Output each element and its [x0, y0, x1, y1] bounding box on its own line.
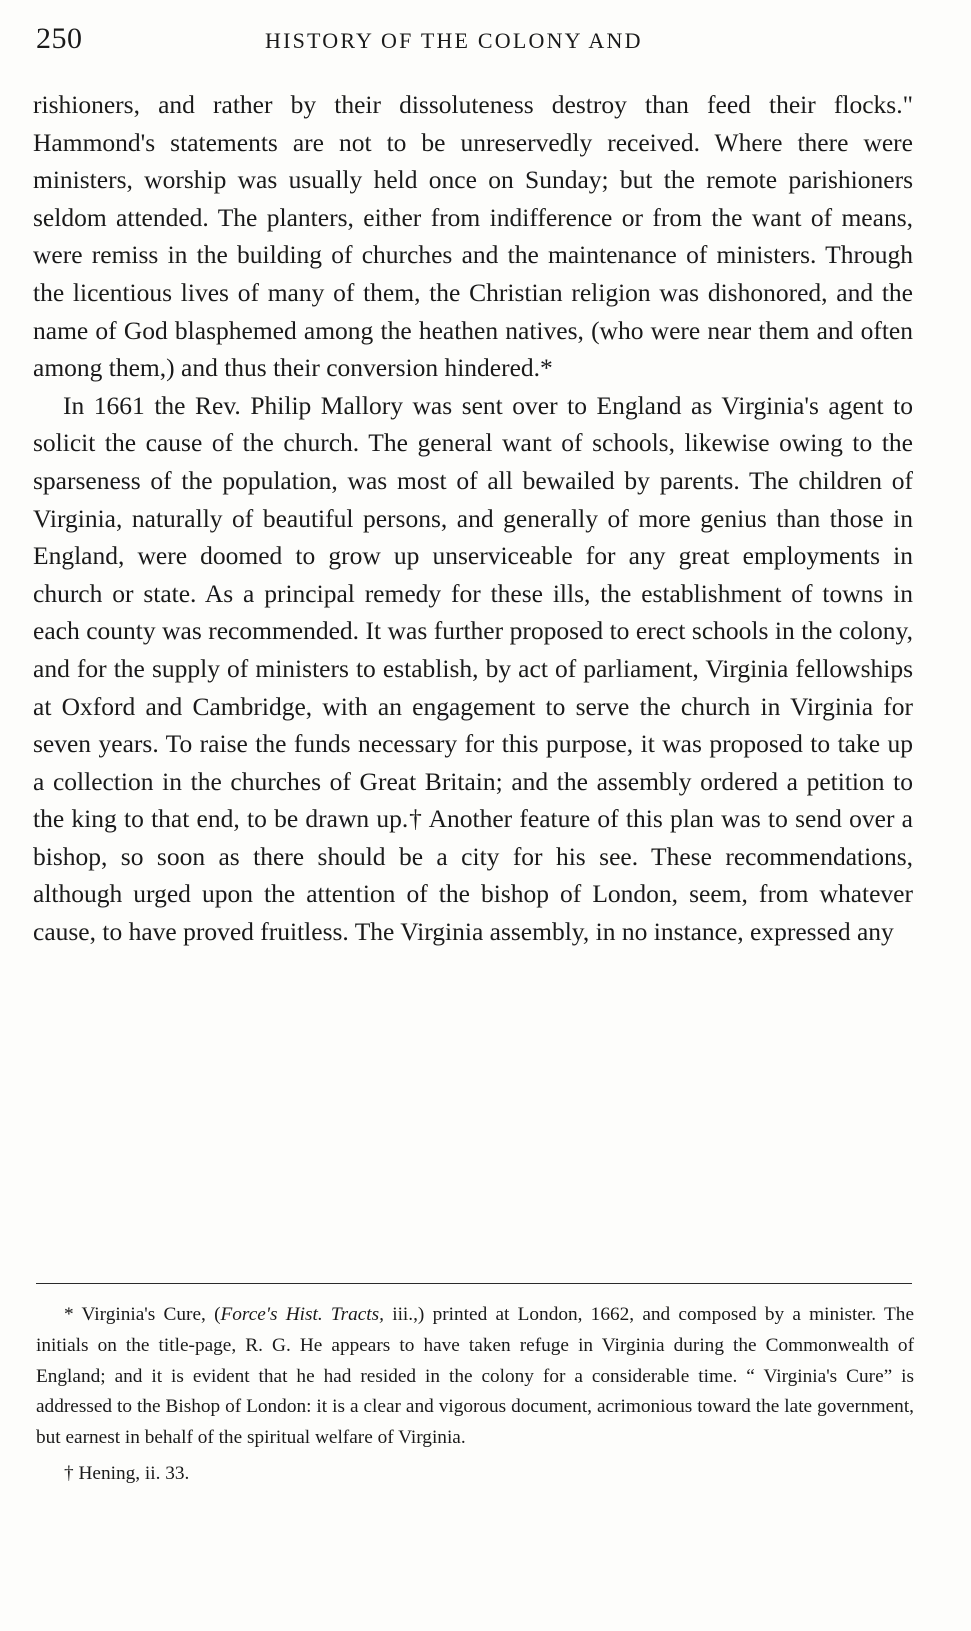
footnote-marker-dagger: † [64, 1462, 74, 1484]
footnote-dagger [36, 1459, 914, 1490]
paragraph-1661: In 1661 the Rev. Philip Mallory was sent over to England as Virginia's agent to solicit the cause of the church. The general want of schools, likewise owing to the sparseness of the population, was most of all bewailed by parents. The children of Virginia, naturally of beautiful persons, and generally of more genius than those in England, were doomed to grow up unserviceable for any great employments in church or state. As a principal remedy for these ills, the establishment of towns in each county was recommended. It was further proposed to erect schools in the colony, and for the supply of ministers to establish, by act of parliament, Virginia fellowships at Oxford and Cambridge, with an engagement to serve the church in Virginia for seven years. To raise the funds necessary for this purpose, it was proposed to take up a collection in the churches of Great Britain; and the assembly ordered a petition to the king to that end, to be drawn up.† Another feature of this plan was to send over a bishop, so soon as there should be a city for his see. These recommendations, although urged upon the attention of the bishop of London, seem, from whatever cause, to have proved fruitless. The Virginia assembly, in no instance, expressed any [33, 390, 913, 947]
footnotes-block [36, 1300, 914, 1490]
page-header [0, 22, 971, 62]
footnote-asterisk [36, 1300, 914, 1454]
page-number: 250 [36, 22, 83, 55]
footnote-divider [36, 1283, 912, 1284]
body-text [33, 86, 913, 951]
footnote-text-post: iii.,) printed at London, 1662, and composed by a minister. The initials on the title-page, R. G. He appears to have taken refuge in Virginia during the Commonwealth of England; and it is evident that he had resided in the colony for a considerable time. “ Virginia's Cure” is addressed to the Bishop of London: it is a clear and vigorous document, acrimonious toward the late government, but earnest in behalf of the spiritual welfare of Virginia. [36, 1304, 915, 1449]
footnote-dagger-text: Hening, ii. 33. [73, 1462, 190, 1484]
running-head: HISTORY OF THE COLONY AND [265, 28, 643, 53]
footnote-citation-italic: Force's Hist. Tracts, [220, 1304, 384, 1325]
footnote-text-pre: Virginia's Cure, ( [73, 1304, 221, 1325]
footnote-marker-asterisk: * [64, 1304, 74, 1325]
paragraph-continued: rishioners, and rather by their dissoluteness destroy than feed their flocks." Hammond's statements are not to be unreservedly received. Where there were ministers, worship was usually held once on Sunday; but the remote parishioners seldom attended. The planters, either from indifference or from the want of means, were remiss in the building of churches and the maintenance of ministers. Through the licentious lives of many of them, the Christian religion was dishonored, and the name of God blasphemed among the heathen natives, (who were near them and often among them,) and thus their conversion hindered.* [33, 90, 913, 383]
